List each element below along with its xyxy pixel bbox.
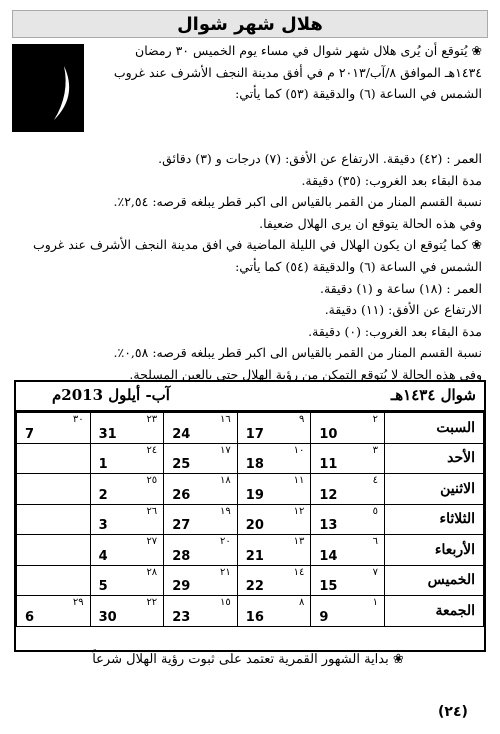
hijri-date: ٢١ bbox=[220, 566, 231, 578]
gregorian-date: 26 bbox=[172, 487, 191, 503]
calendar-header bbox=[16, 382, 484, 412]
calendar-cell bbox=[90, 535, 164, 566]
gregorian-date: 31 bbox=[98, 426, 117, 442]
gregorian-date: 27 bbox=[172, 518, 191, 533]
hijri-date: ٢٠ bbox=[220, 536, 231, 547]
calendar-cell bbox=[90, 474, 164, 505]
hijri-date: ٢٩ bbox=[72, 597, 84, 608]
hijri-date: ١٨ bbox=[220, 475, 231, 486]
gregorian-date: 19 bbox=[245, 487, 264, 503]
calendar-row bbox=[17, 596, 484, 627]
hijri-date: ٢٣ bbox=[146, 414, 158, 425]
gregorian-date: 25 bbox=[172, 457, 191, 472]
footnote: ❀ بداية الشهور القمرية تعتمد على ثبوت رؤية الهلال شرعاً bbox=[92, 652, 404, 667]
calendar-cell bbox=[237, 413, 311, 444]
hijri-date: ٢٦ bbox=[146, 505, 158, 517]
calendar-grid bbox=[16, 412, 484, 627]
calendar-cell bbox=[90, 413, 164, 444]
calendar-cell bbox=[17, 565, 91, 596]
calendar-cell bbox=[311, 474, 385, 505]
calendar-cell bbox=[17, 504, 91, 535]
calendar-cell bbox=[237, 565, 311, 596]
gregorian-date: 10 bbox=[319, 426, 338, 442]
gregorian-date: 30 bbox=[98, 609, 117, 625]
calendar-cell bbox=[17, 413, 91, 444]
calendar-cell bbox=[311, 413, 385, 444]
hijri-date: ١١ bbox=[293, 475, 305, 486]
calendar-cell bbox=[237, 504, 311, 535]
hijri-date: ٢٢ bbox=[146, 597, 158, 608]
weekday-label: الأربعاء bbox=[385, 535, 484, 566]
hijri-date: ١٥ bbox=[220, 597, 231, 608]
detail-line: ❀ كما يُتوقع ان يكون الهلال في الليلة الماضية في افق مدينة النجف الأشرف عند غروب الشمس في الساعة (٦) والدقيقة (٥٤) كما يأتي: bbox=[33, 237, 482, 274]
gregorian-date: 16 bbox=[245, 609, 264, 625]
calendar-cell bbox=[90, 596, 164, 627]
hijri-date: ٢٧ bbox=[146, 536, 158, 547]
calendar-cell bbox=[164, 413, 238, 444]
gregorian-date: 2 bbox=[98, 487, 108, 503]
calendar-cell bbox=[164, 443, 238, 474]
calendar-table bbox=[14, 380, 486, 652]
calendar-cell bbox=[164, 504, 238, 535]
page-number: (٢٤) bbox=[438, 704, 468, 720]
detail-line: الارتفاع عن الأفق: (١١) دقيقة. bbox=[324, 302, 482, 318]
calendar-cell bbox=[311, 596, 385, 627]
weekday-label: الجمعة bbox=[385, 596, 484, 627]
hijri-date: ٥ bbox=[372, 505, 378, 517]
calendar-cell bbox=[311, 443, 385, 474]
gregorian-date: 4 bbox=[98, 548, 108, 564]
gregorian-date: 11 bbox=[319, 457, 338, 472]
gregorian-date: 3 bbox=[98, 518, 108, 533]
hijri-date: ٤ bbox=[372, 475, 378, 486]
calendar-row bbox=[17, 504, 484, 535]
calendar-cell bbox=[17, 443, 91, 474]
gregorian-date: 24 bbox=[172, 426, 191, 442]
gregorian-date: 23 bbox=[172, 609, 191, 625]
calendar-cell bbox=[164, 565, 238, 596]
hijri-date: ١٠ bbox=[293, 444, 305, 456]
calendar-row bbox=[17, 443, 484, 474]
hijri-date: ٧ bbox=[372, 566, 378, 578]
calendar-cell bbox=[164, 596, 238, 627]
calendar-cell bbox=[311, 565, 385, 596]
gregorian-date: 9 bbox=[319, 609, 329, 625]
hijri-date: ٩ bbox=[299, 414, 305, 425]
hijri-date: ٢٨ bbox=[146, 566, 158, 578]
detail-line: مدة البقاء بعد الغروب: (٠) دقيقة. bbox=[308, 323, 482, 339]
gregorian-date: 14 bbox=[319, 548, 338, 564]
hijri-month-label: شوال ١٤٣٤هـ bbox=[390, 386, 476, 404]
gregorian-date: 5 bbox=[98, 579, 108, 594]
weekday-label: السبت bbox=[385, 413, 484, 444]
hijri-date: ١٤ bbox=[293, 566, 305, 578]
paragraph-details bbox=[12, 84, 482, 386]
calendar-cell bbox=[237, 443, 311, 474]
page-title-bar bbox=[12, 10, 488, 38]
calendar-cell bbox=[164, 535, 238, 566]
hijri-date: ١٣ bbox=[293, 536, 305, 547]
weekday-label: الاثنين bbox=[385, 474, 484, 505]
calendar-cell bbox=[17, 535, 91, 566]
calendar-cell bbox=[237, 596, 311, 627]
gregorian-date: 29 bbox=[172, 579, 191, 594]
detail-line: وفي هذه الحالة يتوقع ان يرى الهلال ضعيفا. bbox=[259, 215, 482, 231]
hijri-date: ١٧ bbox=[220, 444, 231, 456]
detail-line: مدة البقاء بعد الغروب: (٣٥) دقيقة. bbox=[301, 172, 482, 188]
weekday-label: الأحد bbox=[385, 443, 484, 474]
gregorian-date: 13 bbox=[319, 518, 338, 533]
gregorian-date: 20 bbox=[245, 518, 264, 533]
hijri-date: ٦ bbox=[372, 536, 378, 547]
calendar-row bbox=[17, 565, 484, 596]
hijri-date: ٣ bbox=[372, 444, 378, 456]
gregorian-date: 1 bbox=[98, 457, 108, 472]
paragraph-intro: ❀ يُتوقع أن يُرى هلال شهر شوال في مساء يوم الخميس ٣٠ رمضان ١٤٣٤هـ الموافق ٨/آب/٢٠١٣ م في أفق مدينة النجف الأشرف عند غروب الشمس في الساعة (٦) والدقيقة (٥٣) كما يأتي: bbox=[113, 43, 482, 102]
page-title: هلال شهر شوال bbox=[177, 13, 323, 35]
hijri-date: ٢٤ bbox=[146, 444, 158, 456]
calendar-row bbox=[17, 413, 484, 444]
gregorian-date: 17 bbox=[245, 426, 264, 442]
hijri-date: ٣٠ bbox=[72, 414, 84, 425]
gregorian-date: 6 bbox=[25, 609, 35, 625]
gregorian-date: 28 bbox=[172, 548, 191, 564]
gregorian-date: 12 bbox=[319, 487, 338, 503]
hijri-date: ١ bbox=[372, 597, 378, 608]
weekday-label: الثلاثاء bbox=[385, 504, 484, 535]
calendar-cell bbox=[17, 596, 91, 627]
hijri-date: ٢٥ bbox=[146, 475, 158, 486]
hijri-date: ٨ bbox=[299, 597, 305, 608]
hijri-date: ١٩ bbox=[220, 505, 231, 517]
calendar-row bbox=[17, 535, 484, 566]
gregorian-date: 7 bbox=[25, 426, 35, 442]
calendar-cell bbox=[17, 474, 91, 505]
detail-line: العمر : (١٨) ساعة و (١) دقيقة. bbox=[320, 280, 482, 296]
calendar-cell bbox=[237, 474, 311, 505]
hijri-date: ٢ bbox=[372, 414, 378, 425]
calendar-cell bbox=[237, 535, 311, 566]
gregorian-date: 15 bbox=[319, 579, 338, 594]
gregorian-month-label: آب- أيلول 2013م bbox=[52, 386, 170, 404]
weekday-label: الخميس bbox=[385, 565, 484, 596]
calendar-cell bbox=[311, 535, 385, 566]
hijri-date: ١٢ bbox=[293, 505, 305, 517]
gregorian-date: 22 bbox=[245, 579, 264, 594]
detail-line: العمر : (٤٢) دقيقة. الارتفاع عن الأفق: (٧) درجات و (٣) دقائق. bbox=[158, 151, 482, 166]
gregorian-date: 18 bbox=[245, 457, 264, 472]
calendar-cell bbox=[90, 565, 164, 596]
detail-line: وفي هذه الحالة لا يُتوقع التمكن من رؤية الهلال حتى بالعين المسلحة. bbox=[129, 366, 482, 382]
hijri-date: ١٦ bbox=[220, 414, 231, 425]
gregorian-date: 21 bbox=[245, 548, 264, 564]
calendar-cell bbox=[311, 504, 385, 535]
detail-line: نسبة القسم المنار من القمر بالقياس الى اكبر قطر يبلغه قرصه: ٠,٥٨٪. bbox=[113, 345, 482, 361]
calendar-row bbox=[17, 474, 484, 505]
calendar-cell bbox=[90, 504, 164, 535]
calendar-cell bbox=[164, 474, 238, 505]
detail-line: نسبة القسم المنار من القمر بالقياس الى اكبر قطر يبلغه قرصه: ٢,٥٤٪. bbox=[113, 194, 482, 210]
calendar-cell bbox=[90, 443, 164, 474]
